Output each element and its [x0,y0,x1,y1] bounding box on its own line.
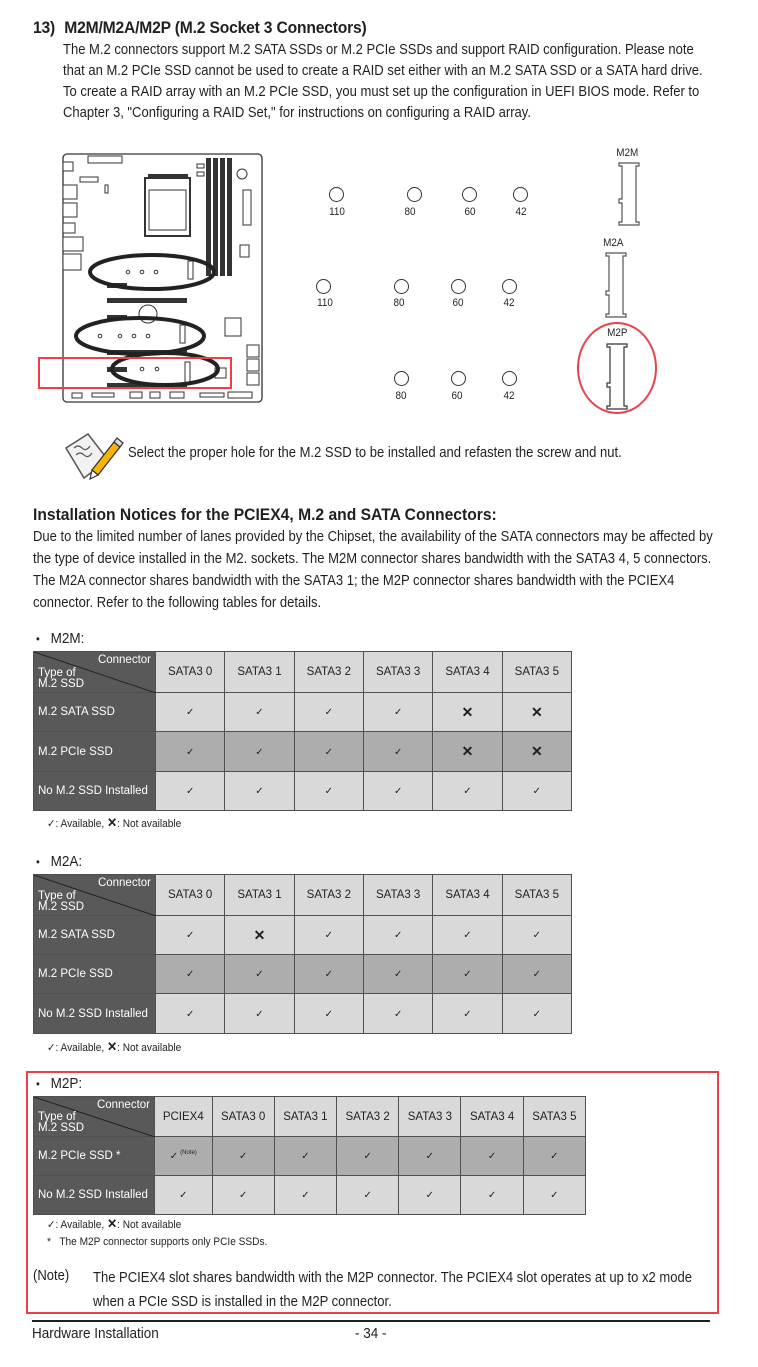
hole-label: 42 [515,206,527,218]
hole-label: 60 [451,390,463,402]
check-icon: ✓ [238,1151,248,1162]
status-cell [363,732,432,772]
m2m-connector-icon [617,161,641,227]
table-row [34,955,572,994]
note-label: (Note) [33,1268,70,1284]
column-header: SATA3 3 [363,875,432,916]
check-icon: ✓ [324,1008,334,1020]
check-icon: ✓ [179,1190,188,1201]
status-cell [225,994,294,1034]
status-cell [523,1137,585,1176]
status-cell [502,693,571,732]
status-cell [212,1137,274,1176]
note-text: The PCIEX4 slot shares bandwidth with the M2P connector. The PCIEX4 slot operates at up to x2 mode when a PCIe SSD is installed in the M2P connector. [93,1270,692,1310]
check-icon: ✓ [255,1008,264,1020]
hole-label: 42 [503,297,515,309]
check-icon: ✓ [393,786,403,797]
check-icon: ✓ [255,969,264,980]
column-header: SATA3 0 [212,1097,274,1137]
status-cell [156,732,225,772]
row-header: No M.2 SSD Installed [34,772,156,811]
check-icon: ✓ [169,1151,179,1162]
status-cell [399,1137,461,1176]
m2p-label: • M2P: [36,1075,83,1092]
connector-label-m2p: M2P [607,327,628,339]
status-cell [502,732,571,772]
column-header: SATA3 4 [433,875,502,916]
m2p-table [33,1096,586,1215]
column-header: SATA3 5 [502,875,571,916]
hole-icon [407,187,422,202]
m2m-label: • M2M: [36,630,85,647]
m2p-legend [47,1216,181,1232]
status-cell [363,772,432,811]
check-icon: ✓ [185,786,195,797]
column-header: SATA3 2 [294,652,363,693]
check-icon: ✓ [393,746,403,758]
table-row [34,994,572,1034]
check-icon: ✓ [393,930,403,941]
cross-icon: ✕ [530,703,543,720]
check-icon: ✓ [393,707,403,718]
hole-label: 42 [503,390,515,402]
corner-type-label: Type of M.2 SSD [38,1111,85,1134]
status-cell [225,693,294,732]
check-icon: ✓ [487,1151,497,1162]
legend-not-available: : Not available [117,818,182,830]
status-cell [433,732,502,772]
check-icon: ✓ [363,1151,372,1162]
status-cell [399,1176,461,1215]
check-icon: ✓ [393,1008,403,1020]
check-icon: ✓ [255,746,264,758]
row-header: M.2 PCIe SSD [34,732,156,772]
corner-connector-label: Connector [97,877,151,889]
table-corner-header [34,875,156,916]
column-header: SATA3 1 [225,652,294,693]
status-cell [433,693,502,732]
hole-label: 60 [464,206,476,218]
hole-icon [394,279,409,294]
section-intro: The M.2 connectors support M.2 SATA SSDs or M.2 PCIe SSDs and support RAID configuration. Please note that an M.2 PCIe SSD cannot be used to create a RAID set either with an M.2 SATA SSD or a SATA hard drive. To create a RAID array with an M.2 PCIe SSD, you must set up the configuration in UEFI BIOS mode. Refer to Chapter 3, "Configuring a RAID Set," for instructions on configuring a RAID array. [63,42,703,121]
cross-icon: ✕ [461,703,474,720]
column-header: SATA3 4 [433,652,502,693]
m2p-footnote [47,1236,267,1248]
status-cell [225,732,294,772]
row-header: M.2 SATA SSD [34,693,156,732]
row-header: M.2 PCIe SSD * [34,1137,155,1176]
table-row [34,693,572,732]
hole-label: 80 [393,297,405,309]
check-icon: ✓ [532,1008,542,1020]
legend-available: : Available, [55,1042,105,1054]
status-cell [274,1137,336,1176]
hole-label: 110 [317,297,333,309]
status-cell [433,994,502,1034]
check-icon: ✓ [463,1008,472,1020]
status-cell [502,955,571,994]
check-icon: ✓ [238,1190,248,1201]
check-icon: ✓ [185,707,195,718]
table-row [34,1137,586,1176]
hole-icon [316,279,331,294]
note-pencil-icon [62,430,126,484]
connector-label-m2m: M2M [616,147,639,159]
status-cell [294,955,363,994]
footer-chapter: Hardware Installation [32,1325,159,1342]
check-icon: ✓ [47,818,56,830]
section-title [33,18,367,38]
status-cell [337,1176,399,1215]
legend-not-available: : Not available [117,1042,182,1054]
hole-label: 80 [395,390,407,402]
note-superscript: (Note) [180,1150,197,1157]
check-icon: ✓ [550,1151,559,1162]
check-icon: ✓ [185,746,195,758]
table-corner-header [34,1097,155,1137]
status-cell [156,994,225,1034]
hole-label: 80 [404,206,416,218]
column-header: SATA3 3 [363,652,432,693]
hole-label: 110 [329,206,345,218]
m2p-connector-icon [605,342,629,412]
column-header: SATA3 1 [274,1097,336,1137]
status-cell [461,1137,523,1176]
check-icon: ✓ [393,969,403,980]
status-cell [155,1137,213,1176]
status-cell [294,916,363,955]
section-number: 13) [33,18,56,37]
column-header: SATA3 1 [225,875,294,916]
status-cell [225,916,294,955]
hole-label: 60 [452,297,464,309]
legend-available: : Available, [55,1219,105,1231]
status-cell [502,994,571,1034]
check-icon: ✓ [425,1151,435,1162]
column-header: SATA3 2 [294,875,363,916]
check-icon: ✓ [425,1190,435,1201]
status-cell [156,916,225,955]
notices-text: Due to the limited number of lanes provided by the Chipset, the availability of the SATA connectors may be affected by the type of device installed in the M2. sockets. The M2M connector shares bandwidth with the SATA3 4, 5 connectors. The M2A connector shares bandwidth with the SATA3 1; the M2P connector shares bandwidth with the PCIEX4 connector. Refer to the following tables for details. [33,529,713,611]
corner-connector-label: Connector [97,654,151,666]
table-row [34,732,572,772]
hole-icon [462,187,477,202]
footnote-mark: * [47,1236,51,1248]
cross-icon: ✕ [530,743,543,759]
status-cell [363,693,432,732]
status-cell [502,772,571,811]
hole-icon [329,187,344,202]
status-cell [212,1176,274,1215]
tip-text: Select the proper hole for the M.2 SSD to be installed and refasten the screw and nut. [128,445,622,461]
status-cell [156,955,225,994]
status-cell [294,772,363,811]
column-header: PCIEX4 [155,1097,213,1137]
status-cell [461,1176,523,1215]
m2m-label-text: M2M: [50,630,85,647]
table-row [34,916,572,955]
check-icon: ✓ [255,786,264,797]
m2a-connector-icon [604,251,628,319]
hole-icon [451,279,466,294]
check-icon: ✓ [363,1190,372,1201]
corner-type-label: Type of M.2 SSD [38,667,85,690]
legend-available: : Available, [55,818,105,830]
hole-icon [502,371,517,386]
status-cell [156,772,225,811]
status-cell [433,772,502,811]
hole-icon [394,371,409,386]
m2a-label-text: M2A: [50,853,83,870]
column-header: SATA3 2 [337,1097,399,1137]
m2a-label: • M2A: [36,853,83,870]
row-header: M.2 PCIe SSD [34,955,156,994]
m2m-legend [47,815,181,831]
status-cell [294,693,363,732]
connector-label-m2a: M2A [603,237,624,249]
check-icon: ✓ [47,1219,56,1231]
check-icon: ✓ [324,930,334,941]
hole-icon [451,371,466,386]
column-header: SATA3 5 [502,652,571,693]
check-icon: ✓ [185,930,195,941]
check-icon: ✓ [324,746,334,758]
hole-icon [513,187,528,202]
check-icon: ✓ [324,707,334,718]
status-cell [274,1176,336,1215]
status-cell [155,1176,213,1215]
cross-icon: ✕ [107,1039,118,1054]
footnote-text: The M2P connector supports only PCIe SSDs. [59,1236,268,1248]
row-header: M.2 SATA SSD [34,916,156,955]
status-cell [156,693,225,732]
table-row [34,1176,586,1215]
check-icon: ✓ [185,1008,195,1020]
m2a-legend [47,1039,181,1055]
status-cell [502,916,571,955]
cross-icon: ✕ [107,1216,118,1231]
footer-divider [32,1320,710,1322]
check-icon: ✓ [487,1190,497,1201]
section-title-text: M2M/M2A/M2P (M.2 Socket 3 Connectors) [64,18,367,37]
check-icon: ✓ [463,930,472,941]
check-icon: ✓ [550,1190,559,1201]
hole-icon [502,279,517,294]
column-header: SATA3 0 [156,875,225,916]
cross-icon: ✕ [107,815,118,830]
corner-type-label: Type of M.2 SSD [38,890,85,913]
cross-icon: ✕ [253,926,266,943]
column-header: SATA3 5 [523,1097,585,1137]
check-icon: ✓ [532,969,542,980]
corner-connector-label: Connector [96,1099,150,1111]
cross-icon: ✕ [461,743,474,759]
check-icon: ✓ [463,969,472,980]
check-icon: ✓ [324,786,334,797]
check-icon: ✓ [255,707,264,718]
column-header: SATA3 3 [399,1097,461,1137]
m2a-table [33,874,572,1034]
status-cell [337,1137,399,1176]
status-cell [294,994,363,1034]
status-cell [225,955,294,994]
check-icon: ✓ [301,1190,310,1201]
table-corner-header [34,652,156,693]
row-header: No M.2 SSD Installed [34,1176,155,1215]
check-icon: ✓ [532,786,542,797]
status-cell [363,916,432,955]
status-cell [363,955,432,994]
check-icon: ✓ [324,969,334,980]
check-icon: ✓ [463,786,472,797]
m2p-highlight-rect [38,357,232,389]
column-header: SATA3 0 [156,652,225,693]
m2m-table [33,651,572,811]
check-icon: ✓ [185,969,195,980]
page-number: - 34 - [355,1325,387,1342]
notices-title: Installation Notices for the PCIEX4, M.2 and SATA Connectors: [33,505,497,524]
m2p-label-text: M2P: [50,1075,83,1092]
row-header: No M.2 SSD Installed [34,994,156,1034]
status-cell [225,772,294,811]
status-cell [523,1176,585,1215]
status-cell [433,916,502,955]
status-cell [433,955,502,994]
table-row [34,772,572,811]
check-icon: ✓ [532,930,542,941]
check-icon: ✓ [301,1151,310,1162]
legend-not-available: : Not available [117,1219,182,1231]
check-icon: ✓ [47,1042,56,1054]
status-cell [294,732,363,772]
status-cell [363,994,432,1034]
column-header: SATA3 4 [461,1097,523,1137]
